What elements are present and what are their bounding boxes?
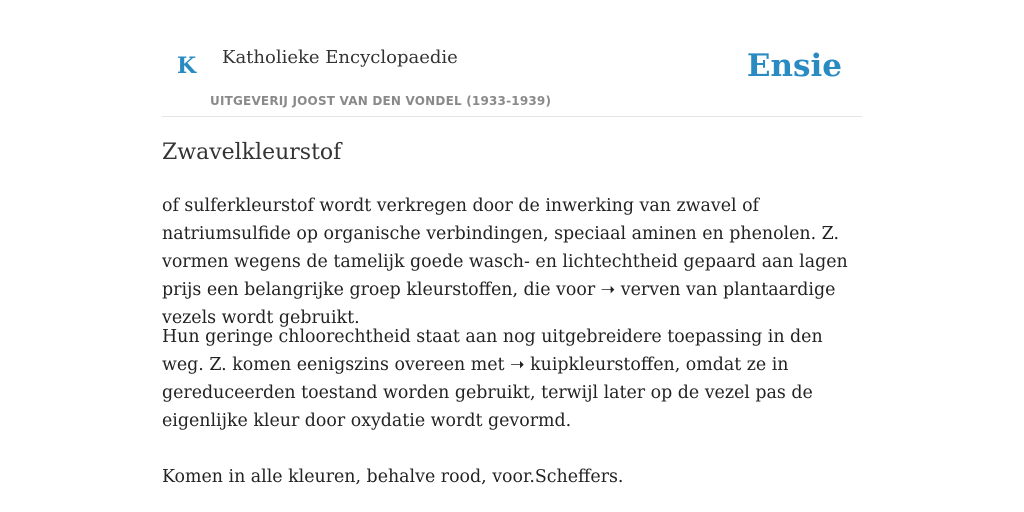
source-title-link[interactable]: Katholieke Encyclopaedie: [222, 47, 458, 68]
paragraph-text: , omdat ze in gereduceerden toestand worden gebruikt, terwijl later op de vezel pas de eigenlijke kleur door oxydatie wordt gevormd.: [162, 355, 813, 431]
arrow-right-icon: ➝: [600, 280, 616, 300]
article-paragraph: Komen in alle kleuren, behalve rood, voor.Scheffers.: [162, 467, 624, 487]
article-title: Zwavelkleurstof: [162, 140, 342, 165]
source-logo[interactable]: K: [177, 53, 197, 79]
article-page: [162, 0, 862, 487]
link-verven-plantaardige-vezels[interactable]: verven van plantaardige vezels: [162, 280, 836, 328]
ensie-logo-link[interactable]: Ensie: [746, 48, 842, 84]
arrow-right-icon: ➝: [510, 355, 525, 375]
link-kuipkleurstoffen[interactable]: kuipkleurstoffen: [530, 355, 675, 375]
paragraph-text: of sulferkleurstof wordt verkregen door de inwerking van zwavel of natriumsulfide op organische verbindingen, speciaal aminen en phenolen. Z. vormen wegens de tamelijk goede wasch- en lichtechtheid gepaard aan lagen prijs een belangrijke groep kleurstoffen, die voor: [162, 196, 848, 300]
article-paragraph: [162, 192, 862, 332]
publisher-label: UITGEVERIJ JOOST VAN DEN VONDEL (1933-1939): [210, 94, 552, 108]
source-header: [162, 0, 862, 117]
paragraph-text: Hun geringe chloorechtheid staat aan nog uitgebreidere toepassing in den weg. Z. komen eenigszins overeen met: [162, 327, 823, 375]
article-paragraph: [162, 323, 862, 435]
paragraph-text: wordt gebruikt.: [216, 308, 360, 328]
